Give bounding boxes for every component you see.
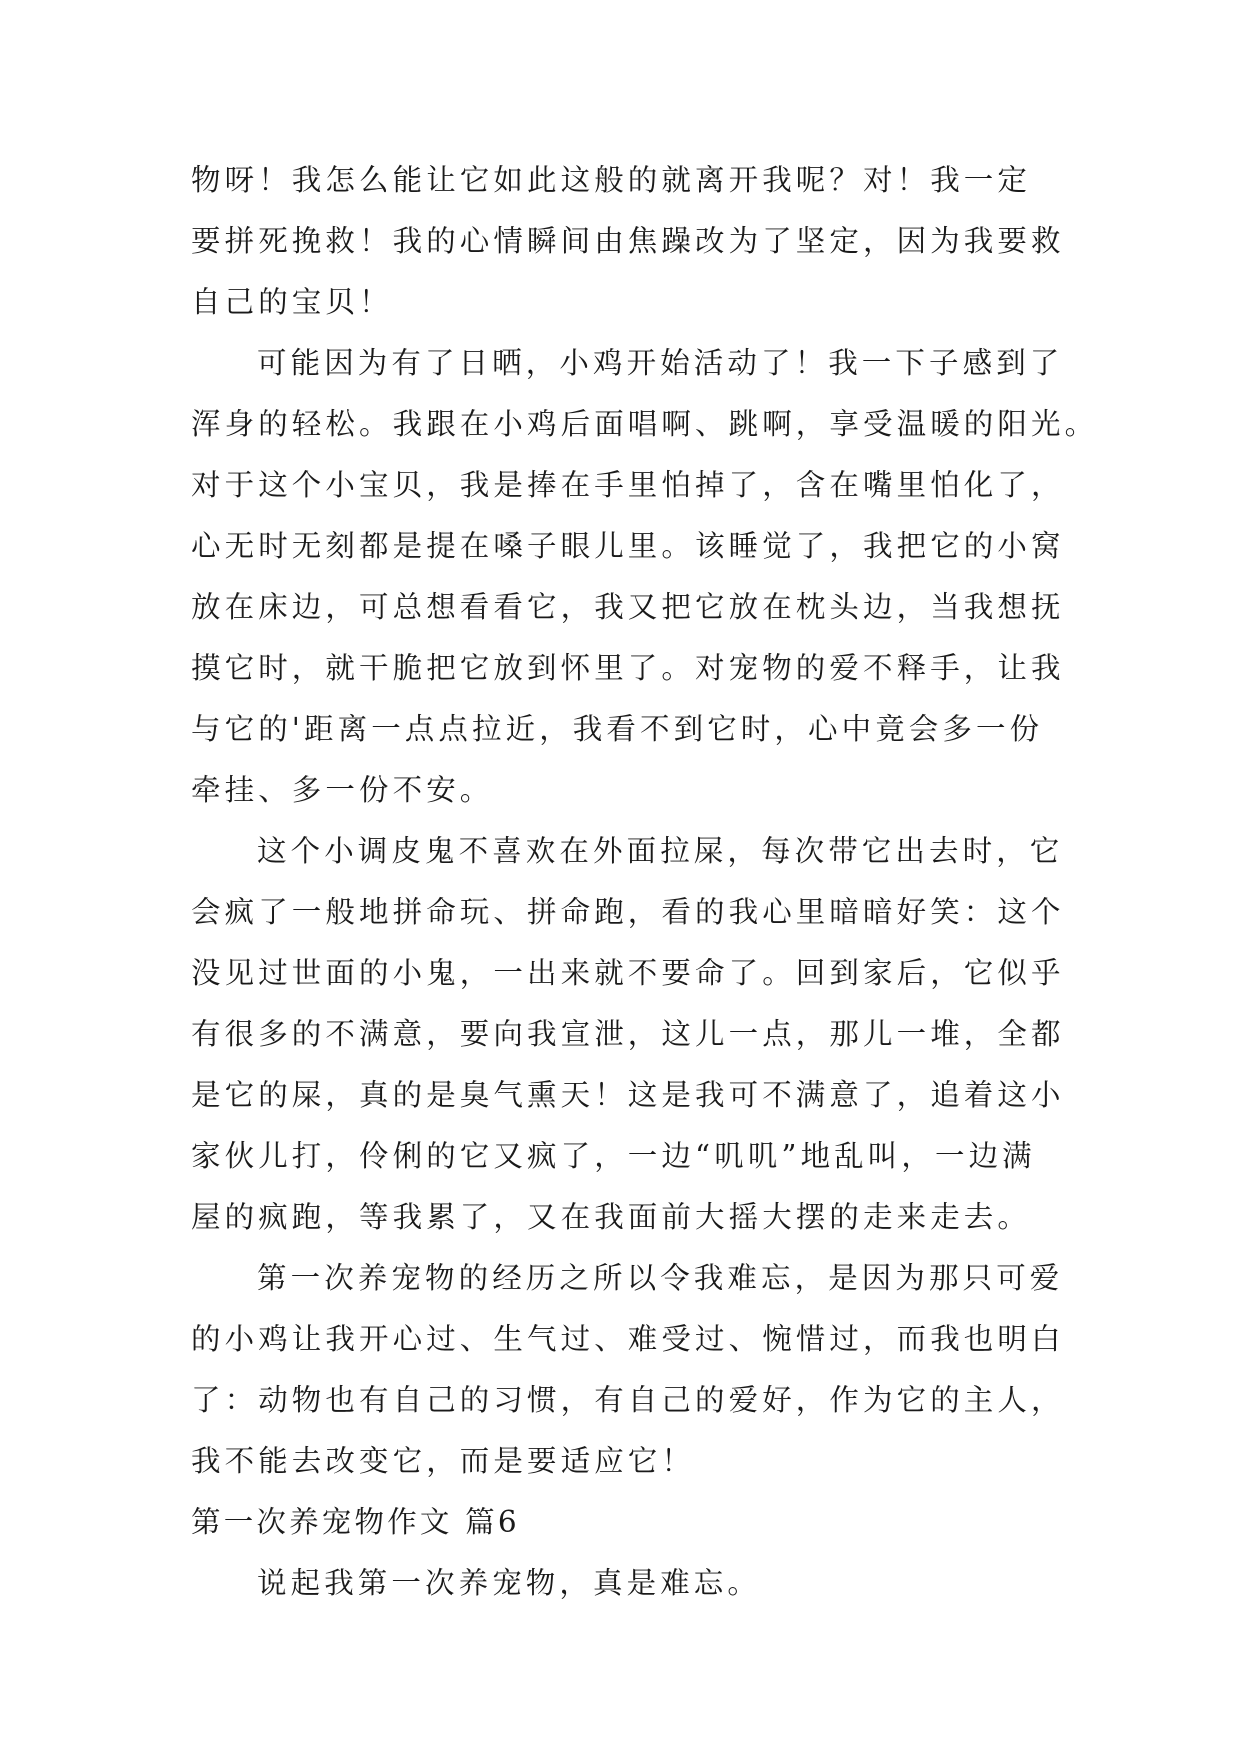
text-line: 放在床边，可总想看看它，我又把它放在枕头边，当我想抚 bbox=[191, 590, 1065, 624]
paragraph-first-line: 这个小调皮鬼不喜欢在外面拉屎，每次带它出去时，它 bbox=[257, 834, 1064, 868]
text-line: 与它的'距离一点点拉近，我看不到它时，心中竟会多一份 bbox=[191, 712, 1044, 746]
document-body bbox=[191, 150, 1099, 1614]
text-line: 家伙儿打，伶俐的它又疯了，一边“叽叽”地乱叫，一边满 bbox=[191, 1139, 1036, 1173]
text-line: 牵挂、多一份不安。 bbox=[191, 773, 494, 807]
text-line: 浑身的轻松。我跟在小鸡后面唱啊、跳啊，享受温暖的阳光。 bbox=[191, 407, 1099, 441]
section-heading: 第一次养宠物作文 篇6 bbox=[191, 1505, 520, 1539]
text-line: 物呀！我怎么能让它如此这般的就离开我呢？对！我一定 bbox=[191, 163, 1032, 197]
text-line: 心无时无刻都是提在嗓子眼儿里。该睡觉了，我把它的小窝 bbox=[191, 529, 1065, 563]
text-line: 有很多的不满意，要向我宣泄，这儿一点，那儿一堆，全都 bbox=[191, 1017, 1065, 1051]
text-line: 是它的屎，真的是臭气熏天！这是我可不满意了，追着这小 bbox=[191, 1078, 1065, 1112]
text-line: 没见过世面的小鬼，一出来就不要命了。回到家后，它似乎 bbox=[191, 956, 1065, 990]
text-line: 的小鸡让我开心过、生气过、难受过、惋惜过，而我也明白 bbox=[191, 1322, 1065, 1356]
text-line: 屋的疯跑，等我累了，又在我面前大摇大摆的走来走去。 bbox=[191, 1200, 1032, 1234]
text-line: 自己的宝贝！ bbox=[191, 285, 393, 319]
paragraph-first-line: 说起我第一次养宠物，真是难忘。 bbox=[257, 1566, 762, 1600]
paragraph-first-line: 第一次养宠物的经历之所以令我难忘，是因为那只可爱 bbox=[257, 1261, 1064, 1295]
text-line: 我不能去改变它，而是要适应它！ bbox=[191, 1444, 696, 1478]
text-line: 摸它时，就干脆把它放到怀里了。对宠物的爱不释手，让我 bbox=[191, 651, 1065, 685]
text-line: 了：动物也有自己的习惯，有自己的爱好，作为它的主人， bbox=[191, 1383, 1065, 1417]
paragraph-first-line: 可能因为有了日晒，小鸡开始活动了！我一下子感到了 bbox=[257, 346, 1064, 380]
text-line: 要拼死挽救！我的心情瞬间由焦躁改为了坚定，因为我要救 bbox=[191, 224, 1065, 258]
text-line: 对于这个小宝贝，我是捧在手里怕掉了，含在嘴里怕化了， bbox=[191, 468, 1065, 502]
text-line: 会疯了一般地拼命玩、拼命跑，看的我心里暗暗好笑：这个 bbox=[191, 895, 1065, 929]
